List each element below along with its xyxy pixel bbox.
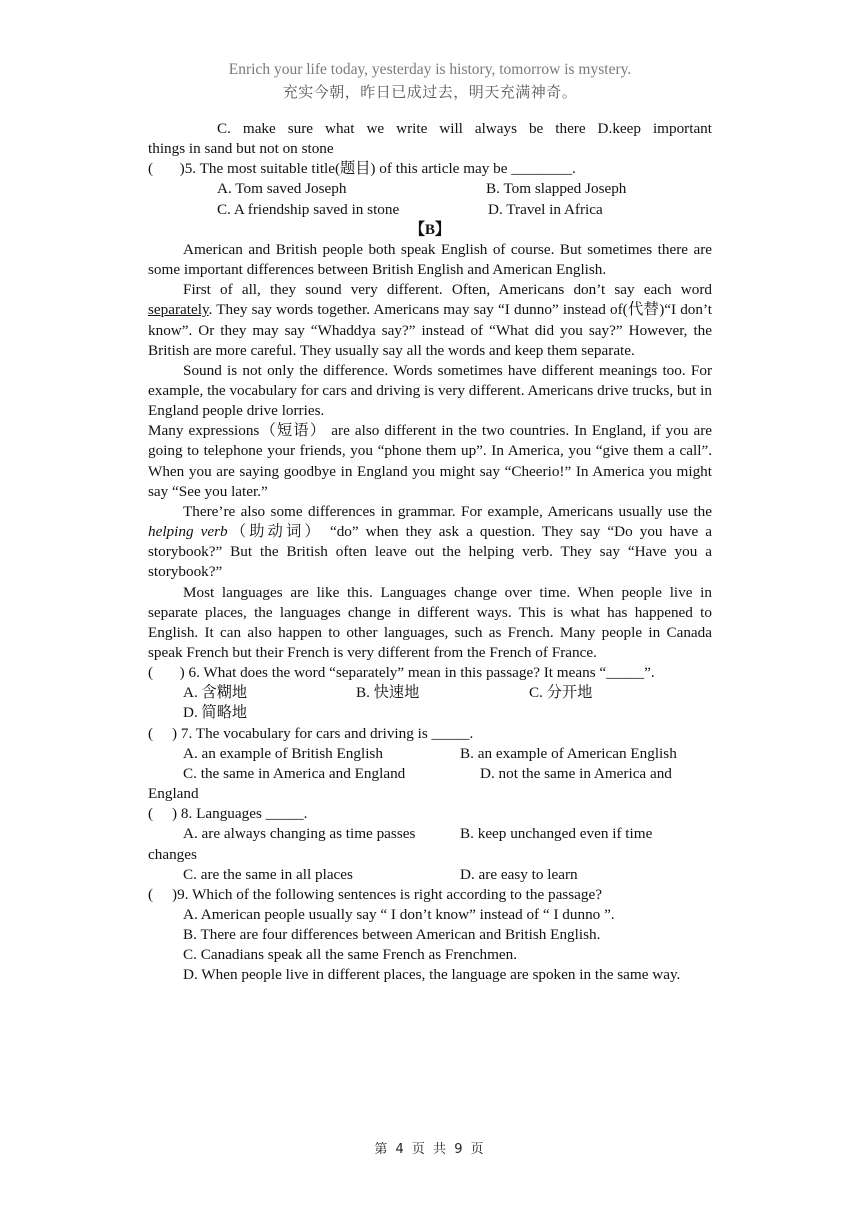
q9-option-b: B. There are four differences between American and British English. [183, 926, 601, 944]
q5-option-d: D. Travel in Africa [488, 200, 603, 218]
q8-option-a: A. are always changing as time passes [183, 825, 416, 843]
italic-helping-verb: helping verb [148, 523, 228, 541]
passage-paragraph-6: Most languages are like this. Languages change over time. When people live in separate places, the languages change in different ways. This is what has happened to English. It can also happen to other languages, such as French. Many people in Canada speak French but their French is very different from the French of France. [148, 583, 712, 662]
passage-paragraph-5 [148, 502, 712, 583]
header-motto-chinese: 充实今朝，昨日已成过去，明天充满神奇。 [282, 83, 578, 101]
q7-options-row2 [148, 764, 712, 784]
q5-options-row1 [148, 179, 712, 199]
q8-options-row1 [148, 824, 712, 844]
q6-option-b: B. 快速地 [356, 684, 420, 702]
q5-option-a: A. Tom saved Joseph [217, 180, 347, 198]
passage-paragraph-1: American and British people both speak English of course. But sometimes there are some important differences between British English and American English. [148, 240, 712, 279]
q6-options-row1 [148, 683, 712, 703]
q5-options-row2 [148, 200, 712, 220]
passage-p2-text-a: First of all, they sound very different. Often, Americans don’t say each word [183, 281, 712, 299]
q4-option-cd: C. make sure what we write will always be there D.keep important [217, 120, 712, 137]
passage-paragraph-4: Many expressions（短语） are also different in the two countries. In England, if you are going to telephone your friends, you “phone them up”. In America, you “give them a call”. When you are saying goodbye in England you might say “Cheerio!” In America you might say “See you later.” [148, 422, 712, 500]
q8-option-d: D. are easy to learn [460, 865, 578, 883]
q6-option-d: D. 简略地 [183, 704, 248, 722]
q7-option-d: D. not the same in America and [480, 764, 672, 782]
q4-option-d-continued: things in sand but not on stone [148, 140, 334, 158]
q6-stem: ( ) 6. What does the word “separately” mean in this passage? It means “_____”. [148, 664, 655, 682]
q9-stem: ( )9. Which of the following sentences is right according to the passage? [148, 885, 602, 903]
passage-paragraph-2 [148, 280, 712, 361]
passage-p5-text-b: （助动词） “do” when they ask a question. They say “Do you have a storybook?” But the British often leave out the helping verb. They say “Have you a storybook?” [148, 523, 712, 581]
q7-option-d-continued: England [148, 785, 199, 803]
q8-option-b-continued: changes [148, 845, 197, 863]
q9-option-a: A. American people usually say “ I don’t know” instead of “ I dunno ”. [183, 905, 615, 923]
q9-option-d: D. When people live in different places, the language are spoken in the same way. [183, 966, 681, 984]
q8-option-b: B. keep unchanged even if time [460, 825, 653, 843]
q9-option-c: C. Canadians speak all the same French as Frenchmen. [183, 946, 518, 964]
passage-p5-text-a: There’re also some differences in grammar. For example, Americans usually use the [183, 502, 712, 520]
page-footer-number: 第 4 页 共 9 页 [374, 1142, 486, 1157]
q6-option-a: A. 含糊地 [183, 684, 248, 702]
q6-options-row2 [148, 703, 712, 723]
page-content [148, 119, 712, 986]
q8-option-c: C. are the same in all places [183, 865, 353, 883]
header-motto-english: Enrich your life today, yesterday is history, tomorrow is mystery. [228, 61, 632, 78]
q5-option-c: C. A friendship saved in stone [217, 200, 400, 218]
q5-option-b: B. Tom slapped Joseph [486, 180, 627, 198]
q7-options-row1 [148, 744, 712, 764]
section-heading-b: 【B】 [409, 220, 451, 238]
q8-stem: ( ) 8. Languages _____. [148, 805, 308, 823]
q5-stem: ( )5. The most suitable title(题目) of this article may be ________. [148, 160, 576, 178]
passage-paragraph-3: Sound is not only the difference. Words sometimes have different meanings too. For example, the vocabulary for cars and driving is very different. Americans drive trucks, but in England people drive lorries. [148, 361, 712, 420]
q7-option-a: A. an example of British English [183, 744, 383, 762]
underlined-word-separately: separately [148, 301, 209, 319]
q6-option-c: C. 分开地 [529, 684, 593, 702]
q7-option-c: C. the same in America and England [183, 764, 406, 782]
q7-option-b: B. an example of American English [460, 744, 677, 762]
q8-options-row2 [148, 865, 712, 885]
passage-p2-text-b: . They say words together. Americans may say “I dunno” instead of(代替)“I don’t know”. Or they may say “Whaddya say?” instead of “What did you say?” However, the British are more careful. They usually say all the words and keep them separate. [148, 301, 712, 359]
q7-stem: ( ) 7. The vocabulary for cars and driving is _____. [148, 724, 474, 742]
